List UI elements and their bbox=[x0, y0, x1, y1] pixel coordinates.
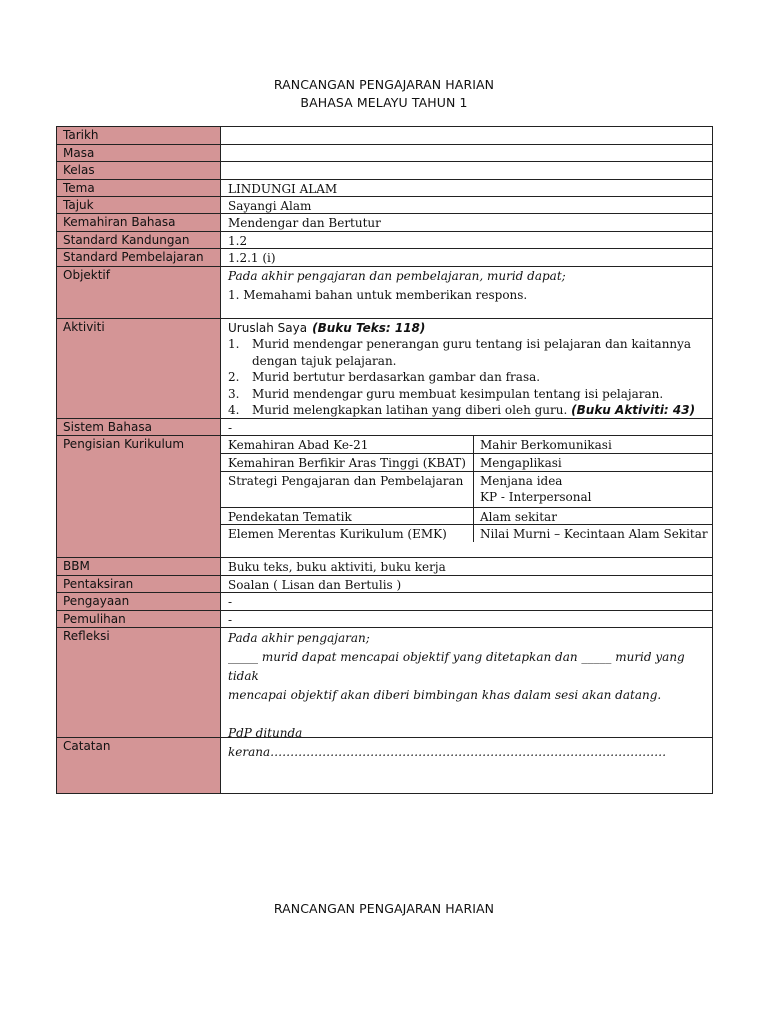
curriculum-item bbox=[221, 436, 712, 453]
row-tema bbox=[57, 179, 712, 196]
activity-title-line bbox=[228, 320, 708, 336]
row-sistem-bahasa bbox=[57, 418, 712, 435]
lesson-plan-table bbox=[56, 126, 713, 794]
activity-step bbox=[228, 402, 708, 419]
step-number: 4. bbox=[228, 403, 240, 417]
value-pentaksiran: Soalan ( Lisan dan Bertulis ) bbox=[228, 578, 402, 592]
value-standard-pembelajaran: 1.2.1 (i) bbox=[228, 251, 276, 265]
row-standard-kandungan bbox=[57, 231, 712, 248]
label-pentaksiran: Pentaksiran bbox=[57, 576, 221, 592]
value-bbm: Buku teks, buku aktiviti, buku kerja bbox=[228, 560, 446, 574]
curriculum-detail bbox=[474, 472, 712, 507]
label-aktiviti: Aktiviti bbox=[57, 319, 221, 418]
value-kemahiran-bahasa: Mendengar dan Bertutur bbox=[228, 216, 381, 230]
value-tema: LINDUNGI ALAM bbox=[228, 182, 338, 196]
step-number: 2. bbox=[228, 370, 240, 384]
value-tajuk: Sayangi Alam bbox=[228, 199, 312, 213]
value-refleksi bbox=[221, 628, 712, 759]
label-objektif: Objektif bbox=[57, 267, 221, 318]
activity-book-ref: (Buku Teks: 118) bbox=[312, 321, 426, 335]
label-catatan: Catatan bbox=[57, 738, 221, 793]
step-text-line bbox=[252, 402, 708, 419]
curriculum-detail-line: Menjana idea bbox=[480, 474, 563, 488]
curriculum-element: Kemahiran Berfikir Aras Tinggi (KBAT) bbox=[221, 454, 474, 471]
value-sistem-bahasa: - bbox=[228, 421, 233, 435]
curriculum-item bbox=[221, 524, 712, 542]
label-tajuk: Tajuk bbox=[57, 197, 221, 213]
step-text: Murid bertutur berdasarkan gambar dan frasa. bbox=[252, 370, 541, 384]
label-kelas: Kelas bbox=[57, 162, 221, 179]
reflection-achievement: _____ murid dapat mencapai objektif yang ditetapkan dan _____ murid yang tidak bbox=[228, 650, 685, 683]
row-aktiviti bbox=[57, 318, 712, 418]
activity-step bbox=[228, 386, 708, 403]
value-tarikh bbox=[221, 127, 712, 144]
label-masa: Masa bbox=[57, 145, 221, 161]
row-tarikh bbox=[57, 127, 712, 144]
curriculum-detail-line: KP - Interpersonal bbox=[480, 490, 592, 504]
curriculum-element: Strategi Pengajaran dan Pembelajaran bbox=[221, 472, 474, 507]
curriculum-item bbox=[221, 507, 712, 524]
label-bbm: BBM bbox=[57, 558, 221, 575]
value-standard-kandungan: 1.2 bbox=[228, 234, 248, 248]
activity-step bbox=[228, 369, 708, 386]
value-catatan bbox=[221, 738, 712, 793]
row-masa bbox=[57, 144, 712, 161]
row-catatan bbox=[57, 737, 712, 793]
value-pengayaan: - bbox=[228, 595, 233, 609]
step-text: Murid mendengar guru membuat kesimpulan tentang isi pelajaran. bbox=[252, 386, 664, 401]
step-number: 1. bbox=[228, 337, 240, 351]
activity-title: Uruslah Saya bbox=[228, 321, 308, 335]
label-pengayaan: Pengayaan bbox=[57, 593, 221, 610]
activity-step bbox=[228, 336, 708, 369]
next-page-title: RANCANGAN PENGAJARAN HARIAN bbox=[273, 901, 495, 916]
curriculum-detail: Alam sekitar bbox=[480, 510, 557, 524]
reflection-intro: Pada akhir pengajaran; bbox=[228, 631, 370, 645]
row-standard-pembelajaran bbox=[57, 248, 712, 266]
label-pemulihan: Pemulihan bbox=[57, 611, 221, 627]
label-pengisian-kurikulum: Pengisian Kurikulum bbox=[57, 436, 221, 557]
row-pemulihan bbox=[57, 610, 712, 627]
reflection-spacer bbox=[228, 705, 708, 724]
value-aktiviti bbox=[221, 319, 712, 418]
label-standard-kandungan: Standard Kandungan bbox=[57, 232, 221, 248]
curriculum-element: Kemahiran Abad Ke-21 bbox=[221, 436, 474, 453]
row-pengisian-kurikulum bbox=[57, 435, 712, 557]
label-tema: Tema bbox=[57, 180, 221, 196]
row-bbm bbox=[57, 557, 712, 575]
row-kelas bbox=[57, 161, 712, 179]
row-objektif bbox=[57, 266, 712, 318]
activity-steps bbox=[228, 336, 708, 419]
label-standard-pembelajaran: Standard Pembelajaran bbox=[57, 249, 221, 266]
curriculum-detail: Nilai Murni – Kecintaan Alam Sekitar bbox=[480, 527, 708, 541]
reflection-guidance: mencapai objektif akan diberi bimbingan khas dalam sesi akan datang. bbox=[228, 688, 662, 702]
document-subtitle: BAHASA MELAYU TAHUN 1 bbox=[300, 95, 468, 110]
label-tarikh: Tarikh bbox=[57, 127, 221, 144]
reflection-postponed: PdP ditunda kerana……………………………………………………………………………………… bbox=[228, 726, 667, 759]
label-refleksi: Refleksi bbox=[57, 628, 221, 737]
objective-intro: Pada akhir pengajaran dan pembelajaran, murid dapat; bbox=[228, 269, 566, 283]
curriculum-element: Elemen Merentas Kurikulum (EMK) bbox=[221, 525, 474, 542]
value-masa bbox=[221, 145, 712, 161]
curriculum-subtable bbox=[221, 436, 712, 557]
step-text: Murid melengkapkan latihan yang diberi oleh guru. bbox=[252, 403, 568, 417]
step-number: 3. bbox=[228, 386, 240, 401]
label-sistem-bahasa: Sistem Bahasa bbox=[57, 419, 221, 435]
value-objektif bbox=[221, 267, 712, 318]
curriculum-item bbox=[221, 453, 712, 471]
row-pentaksiran bbox=[57, 575, 712, 592]
step-text: Murid mendengar penerangan guru tentang isi pelajaran dan kaitannya dengan tajuk pelajaran. bbox=[252, 337, 692, 368]
document-title: RANCANGAN PENGAJARAN HARIAN bbox=[273, 77, 495, 92]
row-kemahiran-bahasa bbox=[57, 213, 712, 231]
value-pemulihan: - bbox=[228, 613, 233, 627]
curriculum-element: Pendekatan Tematik bbox=[221, 508, 474, 524]
value-kelas bbox=[221, 162, 712, 179]
curriculum-item bbox=[221, 471, 712, 507]
objective-item: 1. Memahami bahan untuk memberikan respons. bbox=[228, 288, 528, 302]
label-kemahiran-bahasa: Kemahiran Bahasa bbox=[57, 214, 221, 231]
activity-workbook-ref: (Buku Aktiviti: 43) bbox=[571, 403, 696, 417]
row-pengayaan bbox=[57, 592, 712, 610]
row-tajuk bbox=[57, 196, 712, 213]
curriculum-detail: Mengaplikasi bbox=[480, 456, 562, 470]
curriculum-detail: Mahir Berkomunikasi bbox=[480, 438, 612, 452]
